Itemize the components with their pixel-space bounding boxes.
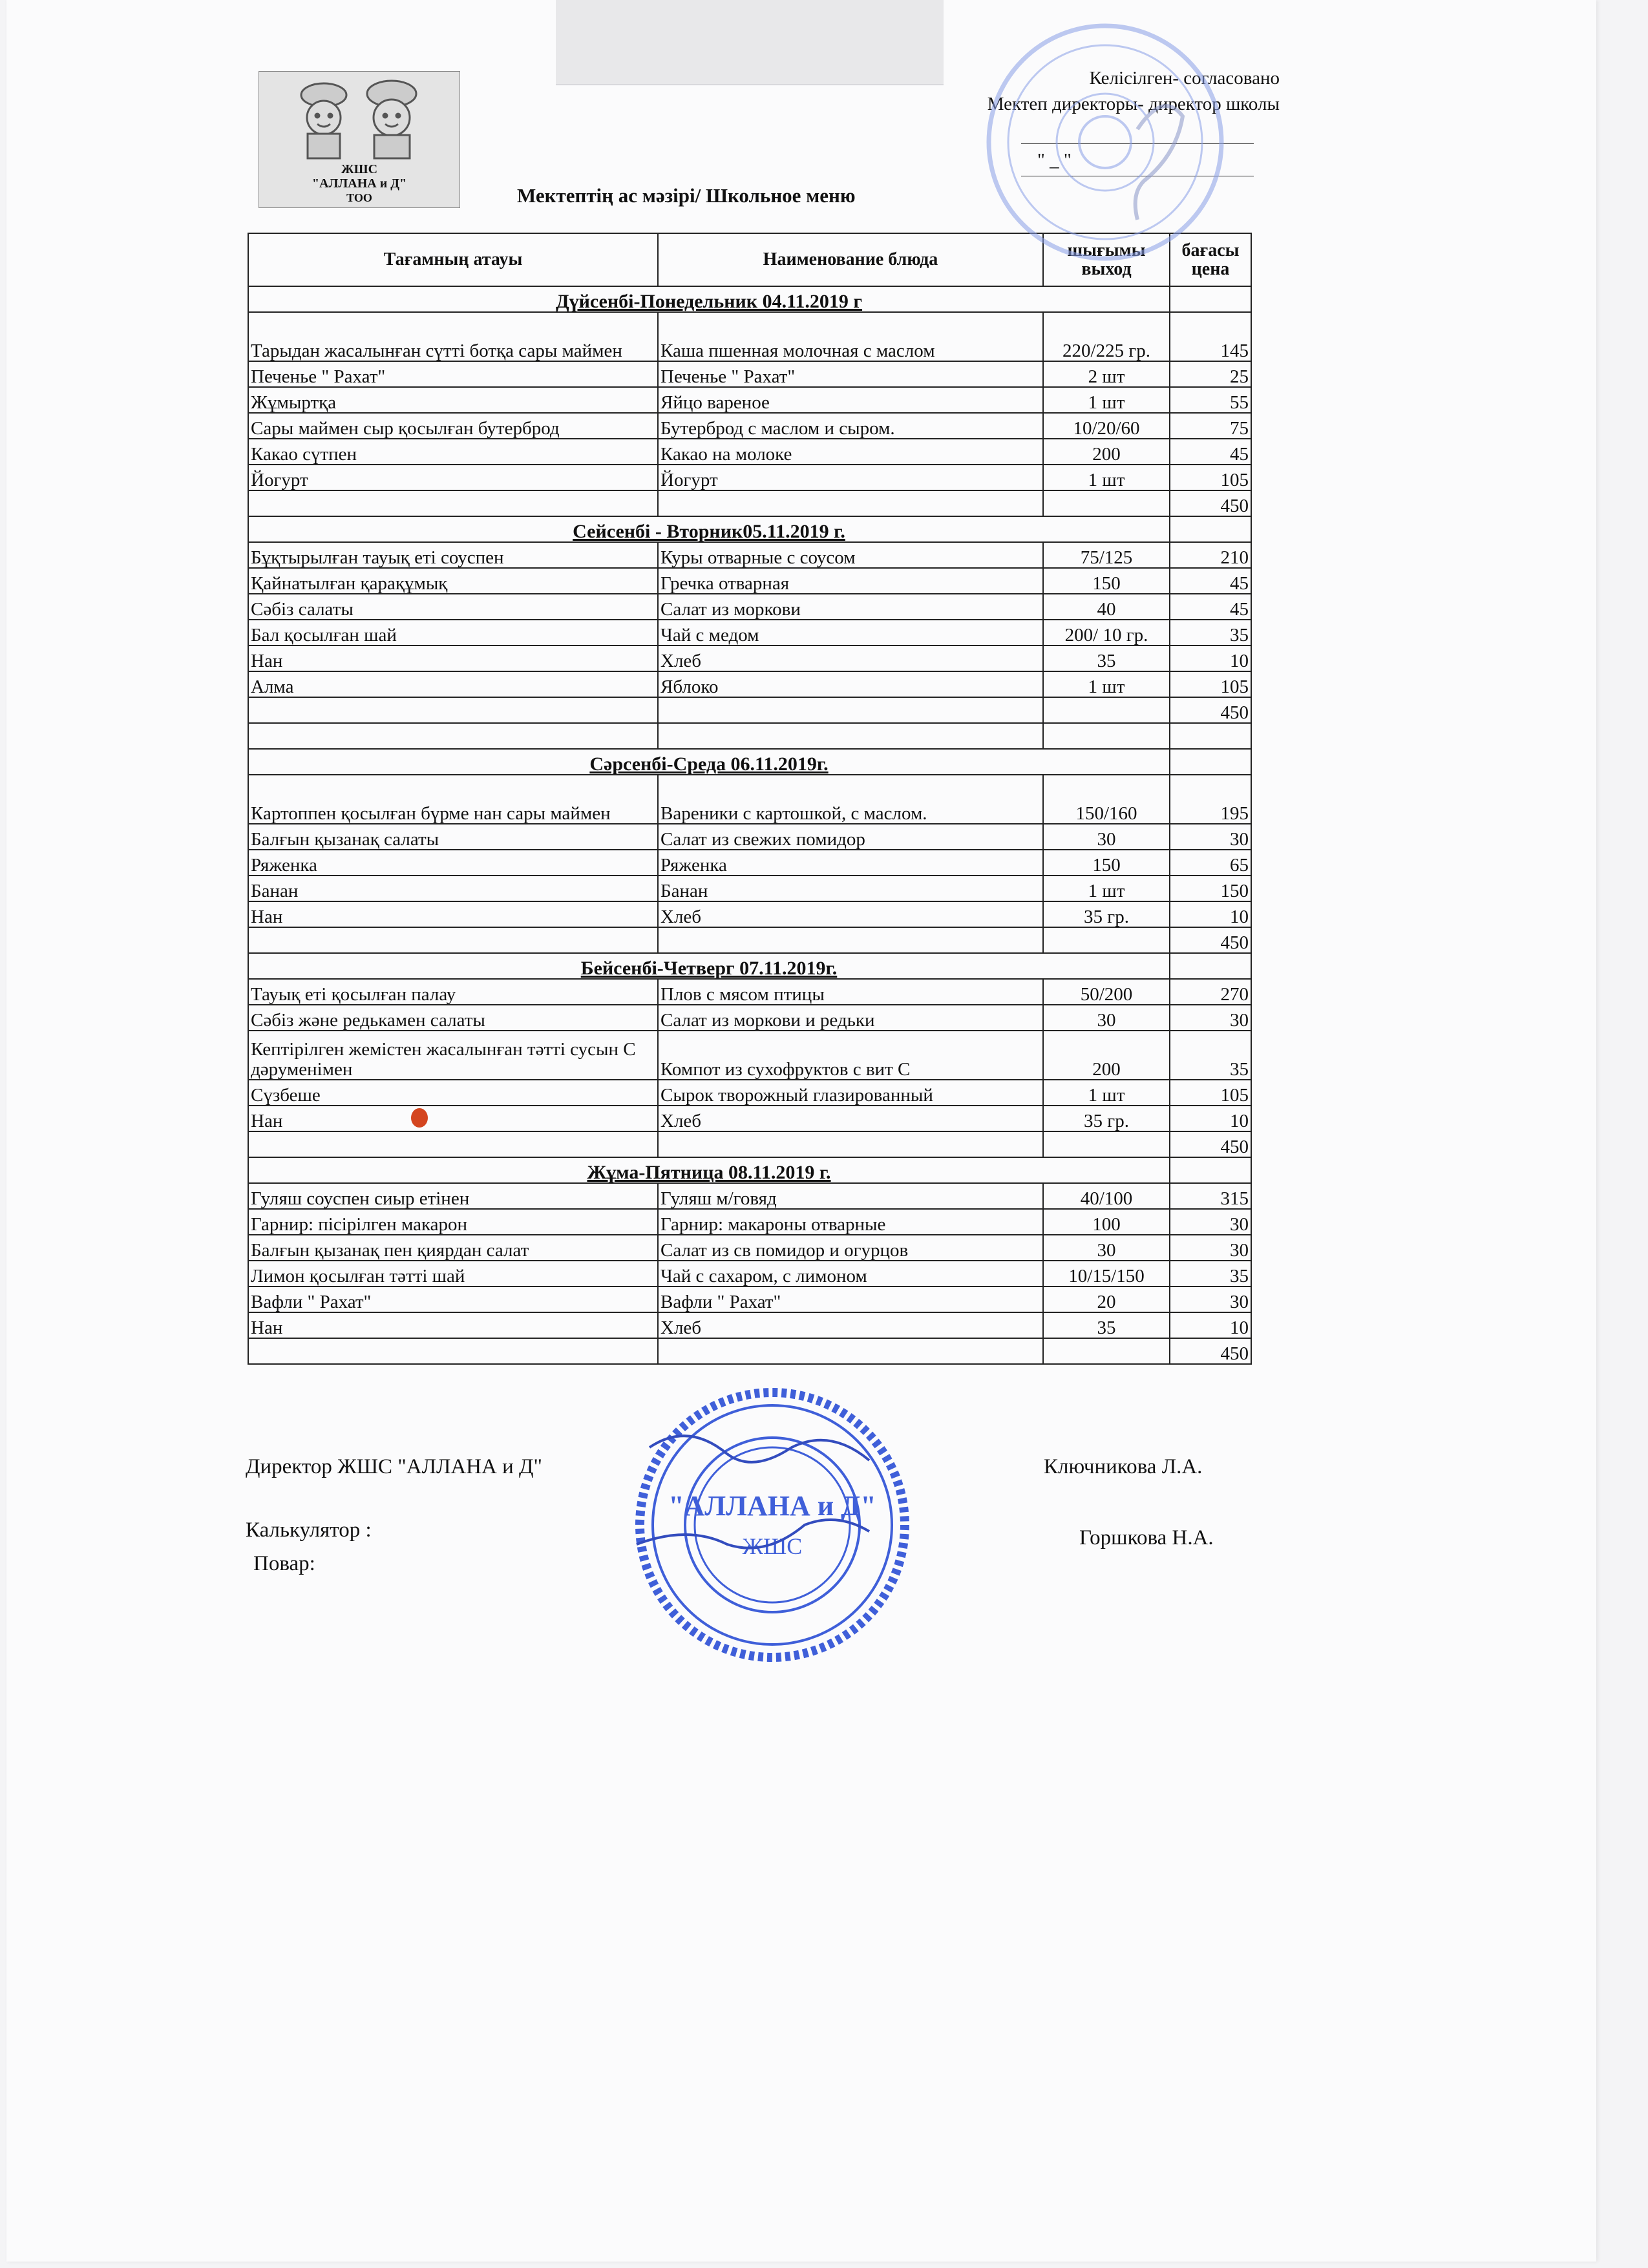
dish-kz: Сүзбеше <box>248 1080 658 1106</box>
table-row <box>248 901 1251 927</box>
total-empty <box>248 697 658 723</box>
total-empty <box>1043 1338 1170 1364</box>
dish-ru: Яйцо вареное <box>658 387 1043 413</box>
school-stamp-image <box>931 19 1267 291</box>
red-ink-dot <box>411 1108 428 1128</box>
menu-table <box>248 233 1252 1365</box>
table-row <box>248 312 1251 361</box>
dish-price: 315 <box>1170 1183 1251 1209</box>
blank-row <box>248 723 1251 749</box>
dish-kz: Қайнатылған қарақұмық <box>248 568 658 594</box>
dish-kz: Сәбіз салаты <box>248 594 658 620</box>
table-row <box>248 1261 1251 1286</box>
day-title-empty <box>1170 953 1251 979</box>
day-header-row <box>248 749 1251 775</box>
total-empty <box>1043 697 1170 723</box>
day-header-row <box>248 1157 1251 1183</box>
dish-ru: Банан <box>658 876 1043 901</box>
dish-kz: Нан <box>248 1106 658 1131</box>
dish-price: 45 <box>1170 568 1251 594</box>
dish-output: 220/225 гр. <box>1043 312 1170 361</box>
dish-kz: Картоппен қосылған бүрме нан сары маймен <box>248 775 658 824</box>
day-title: Бейсенбі-Четверг 07.11.2019г. <box>248 953 1170 979</box>
dish-ru: Ряженка <box>658 850 1043 876</box>
dish-output: 20 <box>1043 1286 1170 1312</box>
dish-ru: Яблоко <box>658 671 1043 697</box>
day-title: Сейсенбі - Вторник05.11.2019 г. <box>248 516 1170 542</box>
table-row <box>248 850 1251 876</box>
total-empty <box>658 1131 1043 1157</box>
blank-cell <box>658 723 1043 749</box>
dish-output: 150 <box>1043 850 1170 876</box>
total-empty <box>248 1338 658 1364</box>
dish-ru: Компот из сухофруктов с вит С <box>658 1031 1043 1080</box>
dish-output: 150 <box>1043 568 1170 594</box>
day-total: 450 <box>1170 697 1251 723</box>
dish-ru: Куры отварные с соусом <box>658 542 1043 568</box>
dish-price: 10 <box>1170 901 1251 927</box>
total-empty <box>1043 1131 1170 1157</box>
dish-output: 2 шт <box>1043 361 1170 387</box>
dish-kz: Вафли " Рахат" <box>248 1286 658 1312</box>
day-header-row <box>248 516 1251 542</box>
total-empty <box>248 927 658 953</box>
dish-output: 1 шт <box>1043 1080 1170 1106</box>
dish-price: 25 <box>1170 361 1251 387</box>
dish-output: 75/125 <box>1043 542 1170 568</box>
day-total-row <box>248 1131 1251 1157</box>
dish-ru: Йогурт <box>658 465 1043 490</box>
dish-ru: Салат из св помидор и огурцов <box>658 1235 1043 1261</box>
dish-kz: Нан <box>248 901 658 927</box>
day-title-empty <box>1170 1157 1251 1183</box>
dish-ru: Каша пшенная молочная с маслом <box>658 312 1043 361</box>
dish-output: 35 гр. <box>1043 1106 1170 1131</box>
table-row <box>248 1080 1251 1106</box>
approval-director: Мектеп директоры- директор школы <box>987 94 1280 114</box>
header-dish-kz: Тағамның атауы <box>248 233 658 286</box>
dish-kz: Нан <box>248 1312 658 1338</box>
day-title: Сәрсенбі-Среда 06.11.2019г. <box>248 749 1170 775</box>
table-row <box>248 387 1251 413</box>
dish-kz: Бал қосылған шай <box>248 620 658 646</box>
header-price: бағасы цена <box>1170 233 1251 286</box>
dish-price: 150 <box>1170 876 1251 901</box>
dish-output: 1 шт <box>1043 876 1170 901</box>
dish-price: 30 <box>1170 1235 1251 1261</box>
table-row <box>248 361 1251 387</box>
dish-output: 35 <box>1043 1312 1170 1338</box>
dish-price: 45 <box>1170 439 1251 465</box>
table-row <box>248 1031 1251 1080</box>
day-title-empty <box>1170 749 1251 775</box>
dish-price: 30 <box>1170 1005 1251 1031</box>
table-row <box>248 465 1251 490</box>
dish-output: 35 <box>1043 646 1170 671</box>
table-row <box>248 413 1251 439</box>
total-empty <box>1043 490 1170 516</box>
dish-price: 30 <box>1170 1209 1251 1235</box>
day-total-row <box>248 1338 1251 1364</box>
dish-output: 200 <box>1043 439 1170 465</box>
dish-output: 1 шт <box>1043 387 1170 413</box>
table-row <box>248 620 1251 646</box>
table-row <box>248 439 1251 465</box>
approval-date-quote: " _ " <box>1037 150 1072 171</box>
blank-cell <box>1170 723 1251 749</box>
dish-ru: Сырок творожный глазированный <box>658 1080 1043 1106</box>
dish-price: 35 <box>1170 1031 1251 1080</box>
dish-kz: Балғын қызанақ пен қиярдан салат <box>248 1235 658 1261</box>
dish-ru: Какао на молоке <box>658 439 1043 465</box>
dish-price: 35 <box>1170 620 1251 646</box>
table-row <box>248 671 1251 697</box>
director-name: Ключникова Л.А. <box>1044 1455 1203 1478</box>
dish-kz: Печенье " Рахат" <box>248 361 658 387</box>
dish-price: 105 <box>1170 1080 1251 1106</box>
stamp-center-text: "АЛЛАНА и Д" <box>668 1490 876 1522</box>
dish-kz: Банан <box>248 876 658 901</box>
dish-kz: Сары маймен сыр қосылған бутерброд <box>248 413 658 439</box>
table-row <box>248 1005 1251 1031</box>
dish-kz: Тарыдан жасалынған сүтті ботқа сары маймен <box>248 312 658 361</box>
dish-price: 210 <box>1170 542 1251 568</box>
table-row <box>248 1312 1251 1338</box>
dish-price: 55 <box>1170 387 1251 413</box>
table-row <box>248 775 1251 824</box>
dish-price: 105 <box>1170 465 1251 490</box>
dish-kz: Сәбіз және редькамен салаты <box>248 1005 658 1031</box>
dish-price: 75 <box>1170 413 1251 439</box>
dish-kz: Лимон қосылған тәтті шай <box>248 1261 658 1286</box>
table-row <box>248 542 1251 568</box>
dish-price: 10 <box>1170 1106 1251 1131</box>
dish-ru: Печенье " Рахат" <box>658 361 1043 387</box>
blank-cell <box>1043 723 1170 749</box>
dish-kz: Гуляш соуспен сиыр етінен <box>248 1183 658 1209</box>
dish-ru: Вафли " Рахат" <box>658 1286 1043 1312</box>
header-output: шығымы выход <box>1043 233 1170 286</box>
dish-ru: Бутерброд с маслом и сыром. <box>658 413 1043 439</box>
total-empty <box>658 697 1043 723</box>
dish-price: 30 <box>1170 824 1251 850</box>
day-total: 450 <box>1170 1338 1251 1364</box>
dish-kz: Алма <box>248 671 658 697</box>
director-label: Директор ЖШС "АЛЛАНА и Д" <box>246 1455 542 1478</box>
dish-price: 195 <box>1170 775 1251 824</box>
dish-ru: Салат из моркови <box>658 594 1043 620</box>
dish-output: 35 гр. <box>1043 901 1170 927</box>
stamp-sub-text: ЖШС <box>742 1533 803 1559</box>
table-row <box>248 594 1251 620</box>
dish-kz: Бұқтырылған тауық еті соуспен <box>248 542 658 568</box>
dish-price: 65 <box>1170 850 1251 876</box>
table-row <box>248 1209 1251 1235</box>
dish-ru: Чай с медом <box>658 620 1043 646</box>
total-empty <box>658 927 1043 953</box>
dish-ru: Плов с мясом птицы <box>658 979 1043 1005</box>
header-dish-ru: Наименование блюда <box>658 233 1043 286</box>
day-title-empty <box>1170 516 1251 542</box>
total-empty <box>248 490 658 516</box>
table-row <box>248 1235 1251 1261</box>
dish-output: 40 <box>1043 594 1170 620</box>
day-title: Жұма-Пятница 08.11.2019 г. <box>248 1157 1170 1183</box>
dish-output: 200/ 10 гр. <box>1043 620 1170 646</box>
dish-price: 30 <box>1170 1286 1251 1312</box>
chef-children-icon <box>272 76 447 160</box>
day-total: 450 <box>1170 1131 1251 1157</box>
dish-kz: Жұмыртқа <box>248 387 658 413</box>
table-row <box>248 1286 1251 1312</box>
dish-price: 105 <box>1170 671 1251 697</box>
logo-text-line3: ТОО <box>346 191 372 204</box>
approval-agreed: Келісілген- согласовано <box>1089 68 1280 89</box>
dish-output: 1 шт <box>1043 465 1170 490</box>
dish-kz: Ряженка <box>248 850 658 876</box>
dish-kz: Нан <box>248 646 658 671</box>
day-header-row <box>248 953 1251 979</box>
dish-kz: Кептірілген жемістен жасалынған тәтті сусын С дәруменімен <box>248 1031 658 1080</box>
table-row <box>248 979 1251 1005</box>
day-total-row <box>248 490 1251 516</box>
cook-label: Повар: <box>253 1552 315 1575</box>
dish-kz: Гарнир: пісірілген макарон <box>248 1209 658 1235</box>
table-row <box>248 824 1251 850</box>
dish-kz: Йогурт <box>248 465 658 490</box>
table-row <box>248 568 1251 594</box>
table-row <box>248 1183 1251 1209</box>
dish-output: 150/160 <box>1043 775 1170 824</box>
company-logo <box>259 71 460 208</box>
day-total-row <box>248 927 1251 953</box>
day-total: 450 <box>1170 927 1251 953</box>
dish-ru: Хлеб <box>658 1312 1043 1338</box>
dish-output: 50/200 <box>1043 979 1170 1005</box>
dish-ru: Гречка отварная <box>658 568 1043 594</box>
dish-output: 40/100 <box>1043 1183 1170 1209</box>
dish-output: 10/20/60 <box>1043 413 1170 439</box>
dish-price: 10 <box>1170 646 1251 671</box>
dish-ru: Хлеб <box>658 1106 1043 1131</box>
dish-ru: Хлеб <box>658 646 1043 671</box>
calculator-label: Калькулятор : <box>246 1518 372 1542</box>
dish-price: 35 <box>1170 1261 1251 1286</box>
dish-ru: Гуляш м/говяд <box>658 1183 1043 1209</box>
dish-kz: Балғын қызанақ салаты <box>248 824 658 850</box>
dish-ru: Салат из свежих помидор <box>658 824 1043 850</box>
dish-ru: Чай с сахаром, с лимоном <box>658 1261 1043 1286</box>
calculator-name: Горшкова Н.А. <box>1079 1526 1214 1549</box>
tape-strip <box>556 0 944 85</box>
total-empty <box>658 1338 1043 1364</box>
total-empty <box>248 1131 658 1157</box>
dish-ru: Вареники с картошкой, с маслом. <box>658 775 1043 824</box>
dish-output: 100 <box>1043 1209 1170 1235</box>
dish-output: 200 <box>1043 1031 1170 1080</box>
page-title: Мектептің ас мәзірі/ Школьное меню <box>517 184 856 207</box>
logo-text-line1: ЖШС <box>341 162 378 176</box>
dish-kz: Какао сүтпен <box>248 439 658 465</box>
company-stamp-image <box>624 1376 921 1674</box>
table-row <box>248 876 1251 901</box>
table-row <box>248 1106 1251 1131</box>
day-total-row <box>248 697 1251 723</box>
dish-kz: Тауық еті қосылған палау <box>248 979 658 1005</box>
day-title: Дүйсенбі-Понедельник 04.11.2019 г <box>248 286 1170 312</box>
dish-output: 30 <box>1043 1005 1170 1031</box>
dish-price: 45 <box>1170 594 1251 620</box>
logo-text-line2: "АЛЛАНА и Д" <box>312 176 407 191</box>
dish-price: 10 <box>1170 1312 1251 1338</box>
dish-output: 10/15/150 <box>1043 1261 1170 1286</box>
day-total: 450 <box>1170 490 1251 516</box>
dish-ru: Салат из моркови и редьки <box>658 1005 1043 1031</box>
table-row <box>248 646 1251 671</box>
dish-output: 1 шт <box>1043 671 1170 697</box>
total-empty <box>1043 927 1170 953</box>
total-empty <box>658 490 1043 516</box>
blank-cell <box>248 723 658 749</box>
dish-price: 270 <box>1170 979 1251 1005</box>
dish-output: 30 <box>1043 824 1170 850</box>
dish-ru: Хлеб <box>658 901 1043 927</box>
dish-price: 145 <box>1170 312 1251 361</box>
dish-ru: Гарнир: макароны отварные <box>658 1209 1043 1235</box>
dish-output: 30 <box>1043 1235 1170 1261</box>
